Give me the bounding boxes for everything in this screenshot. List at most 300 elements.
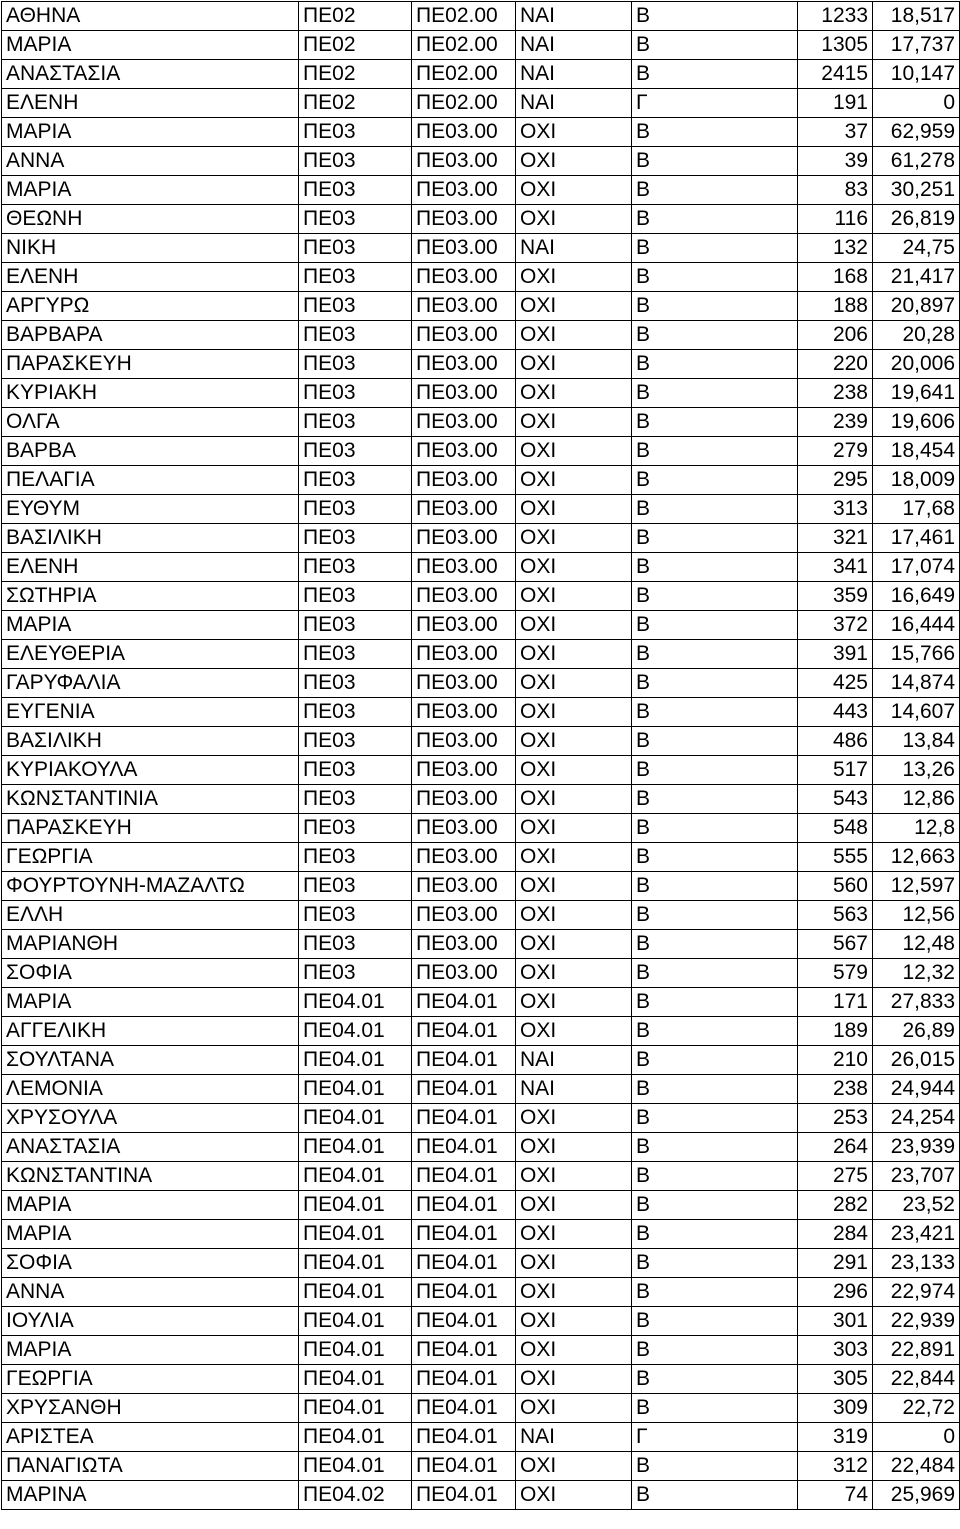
score-cell: 13,84 (873, 727, 960, 756)
score-cell: 23,421 (873, 1220, 960, 1249)
score-cell: 17,737 (873, 31, 960, 60)
assigned-specialty-cell: ΠΕ03.00 (412, 524, 516, 553)
assigned-specialty-cell: ΠΕ03.00 (412, 495, 516, 524)
specialty-cell: ΠΕ02 (299, 2, 412, 31)
assigned-specialty-cell: ΠΕ03.00 (412, 930, 516, 959)
score-cell: 16,444 (873, 611, 960, 640)
category-cell: Β (632, 1046, 798, 1075)
specialty-cell: ΠΕ03 (299, 205, 412, 234)
rank-cell: 2415 (798, 60, 873, 89)
table-row (2, 1046, 960, 1075)
flag-cell: ΟΧΙ (516, 466, 632, 495)
rank-cell: 295 (798, 466, 873, 495)
score-cell: 26,015 (873, 1046, 960, 1075)
name-cell: ΜΑΡΙΑΝΘΗ (2, 930, 299, 959)
rank-cell: 359 (798, 582, 873, 611)
name-cell: ΑΝΑΣΤΑΣΙΑ (2, 1133, 299, 1162)
specialty-cell: ΠΕ04.02 (299, 1481, 412, 1510)
assigned-specialty-cell: ΠΕ04.01 (412, 1104, 516, 1133)
name-cell: ΕΛΕΝΗ (2, 263, 299, 292)
table-row (2, 611, 960, 640)
rank-cell: 560 (798, 872, 873, 901)
flag-cell: ΟΧΙ (516, 176, 632, 205)
rank-cell: 443 (798, 698, 873, 727)
name-cell: ΚΥΡΙΑΚΗ (2, 379, 299, 408)
category-cell: Β (632, 553, 798, 582)
specialty-cell: ΠΕ03 (299, 263, 412, 292)
category-cell: Β (632, 1220, 798, 1249)
name-cell: ΓΕΩΡΓΙΑ (2, 843, 299, 872)
table-row (2, 930, 960, 959)
category-cell: Β (632, 147, 798, 176)
specialty-cell: ΠΕ03 (299, 292, 412, 321)
table-row (2, 872, 960, 901)
flag-cell: ΟΧΙ (516, 843, 632, 872)
table-row (2, 1133, 960, 1162)
flag-cell: ΝΑΙ (516, 1075, 632, 1104)
table-row (2, 2, 960, 31)
assigned-specialty-cell: ΠΕ03.00 (412, 727, 516, 756)
name-cell: ΓΕΩΡΓΙΑ (2, 1365, 299, 1394)
category-cell: Β (632, 1278, 798, 1307)
score-cell: 17,461 (873, 524, 960, 553)
table-row (2, 1162, 960, 1191)
flag-cell: ΟΧΙ (516, 1336, 632, 1365)
score-cell: 17,074 (873, 553, 960, 582)
name-cell: ΑΝΝΑ (2, 147, 299, 176)
name-cell: ΒΑΣΙΛΙΚΗ (2, 727, 299, 756)
category-cell: Β (632, 1336, 798, 1365)
category-cell: Β (632, 669, 798, 698)
category-cell: Β (632, 582, 798, 611)
score-cell: 18,454 (873, 437, 960, 466)
score-cell: 12,8 (873, 814, 960, 843)
rank-cell: 579 (798, 959, 873, 988)
specialty-cell: ΠΕ03 (299, 669, 412, 698)
specialty-cell: ΠΕ03 (299, 959, 412, 988)
assigned-specialty-cell: ΠΕ04.01 (412, 1249, 516, 1278)
flag-cell: ΟΧΙ (516, 263, 632, 292)
table-row (2, 785, 960, 814)
rank-cell: 210 (798, 1046, 873, 1075)
table-row (2, 321, 960, 350)
flag-cell: ΟΧΙ (516, 147, 632, 176)
category-cell: Β (632, 437, 798, 466)
assigned-specialty-cell: ΠΕ03.00 (412, 292, 516, 321)
specialty-cell: ΠΕ02 (299, 89, 412, 118)
flag-cell: ΟΧΙ (516, 321, 632, 350)
score-cell: 21,417 (873, 263, 960, 292)
score-cell: 24,254 (873, 1104, 960, 1133)
category-cell: Β (632, 205, 798, 234)
rank-cell: 321 (798, 524, 873, 553)
flag-cell: ΟΧΙ (516, 524, 632, 553)
specialty-cell: ΠΕ03 (299, 582, 412, 611)
name-cell: ΙΟΥΛΙΑ (2, 1307, 299, 1336)
score-cell: 0 (873, 1423, 960, 1452)
name-cell: ΚΩΝΣΤΑΝΤΙΝΙΑ (2, 785, 299, 814)
assigned-specialty-cell: ΠΕ04.01 (412, 1365, 516, 1394)
specialty-cell: ΠΕ04.01 (299, 1046, 412, 1075)
specialty-cell: ΠΕ03 (299, 785, 412, 814)
name-cell: ΠΑΝΑΓΙΩΤΑ (2, 1452, 299, 1481)
score-cell: 20,006 (873, 350, 960, 379)
table-row (2, 292, 960, 321)
rank-cell: 312 (798, 1452, 873, 1481)
flag-cell: ΝΑΙ (516, 89, 632, 118)
category-cell: Β (632, 785, 798, 814)
rank-cell: 168 (798, 263, 873, 292)
table-row (2, 466, 960, 495)
results-table (1, 1, 960, 1510)
rank-cell: 291 (798, 1249, 873, 1278)
flag-cell: ΟΧΙ (516, 756, 632, 785)
category-cell: Γ (632, 89, 798, 118)
score-cell: 12,597 (873, 872, 960, 901)
flag-cell: ΝΑΙ (516, 60, 632, 89)
category-cell: Γ (632, 1423, 798, 1452)
specialty-cell: ΠΕ04.01 (299, 1133, 412, 1162)
rank-cell: 206 (798, 321, 873, 350)
category-cell: Β (632, 495, 798, 524)
specialty-cell: ΠΕ03 (299, 379, 412, 408)
assigned-specialty-cell: ΠΕ04.01 (412, 988, 516, 1017)
rank-cell: 391 (798, 640, 873, 669)
category-cell: Β (632, 234, 798, 263)
flag-cell: ΝΑΙ (516, 1046, 632, 1075)
score-cell: 19,606 (873, 408, 960, 437)
assigned-specialty-cell: ΠΕ03.00 (412, 350, 516, 379)
table-row (2, 1452, 960, 1481)
table-row (2, 205, 960, 234)
rank-cell: 282 (798, 1191, 873, 1220)
assigned-specialty-cell: ΠΕ03.00 (412, 234, 516, 263)
assigned-specialty-cell: ΠΕ04.01 (412, 1133, 516, 1162)
rank-cell: 341 (798, 553, 873, 582)
category-cell: Β (632, 1133, 798, 1162)
table-row (2, 1307, 960, 1336)
flag-cell: ΟΧΙ (516, 727, 632, 756)
name-cell: ΑΡΓΥΡΩ (2, 292, 299, 321)
score-cell: 24,944 (873, 1075, 960, 1104)
assigned-specialty-cell: ΠΕ03.00 (412, 118, 516, 147)
flag-cell: ΟΧΙ (516, 814, 632, 843)
category-cell: Β (632, 1249, 798, 1278)
table-row (2, 1104, 960, 1133)
rank-cell: 303 (798, 1336, 873, 1365)
assigned-specialty-cell: ΠΕ04.01 (412, 1336, 516, 1365)
rank-cell: 39 (798, 147, 873, 176)
name-cell: ΣΩΤΗΡΙΑ (2, 582, 299, 611)
specialty-cell: ΠΕ04.01 (299, 1278, 412, 1307)
category-cell: Β (632, 1075, 798, 1104)
assigned-specialty-cell: ΠΕ03.00 (412, 901, 516, 930)
name-cell: ΜΑΡΙΝΑ (2, 1481, 299, 1510)
flag-cell: ΟΧΙ (516, 1017, 632, 1046)
table-row (2, 640, 960, 669)
score-cell: 24,75 (873, 234, 960, 263)
assigned-specialty-cell: ΠΕ04.01 (412, 1191, 516, 1220)
score-cell: 18,009 (873, 466, 960, 495)
specialty-cell: ΠΕ03 (299, 176, 412, 205)
assigned-specialty-cell: ΠΕ04.01 (412, 1423, 516, 1452)
name-cell: ΛΕΜΟΝΙΑ (2, 1075, 299, 1104)
assigned-specialty-cell: ΠΕ04.01 (412, 1394, 516, 1423)
specialty-cell: ΠΕ04.01 (299, 1452, 412, 1481)
name-cell: ΓΑΡΥΦΑΛΙΑ (2, 669, 299, 698)
table-row (2, 901, 960, 930)
specialty-cell: ΠΕ04.01 (299, 1423, 412, 1452)
flag-cell: ΟΧΙ (516, 1452, 632, 1481)
category-cell: Β (632, 843, 798, 872)
category-cell: Β (632, 466, 798, 495)
assigned-specialty-cell: ΠΕ03.00 (412, 437, 516, 466)
rank-cell: 555 (798, 843, 873, 872)
table-row (2, 263, 960, 292)
name-cell: ΘΕΩΝΗ (2, 205, 299, 234)
specialty-cell: ΠΕ03 (299, 611, 412, 640)
specialty-cell: ΠΕ03 (299, 843, 412, 872)
specialty-cell: ΠΕ04.01 (299, 1162, 412, 1191)
assigned-specialty-cell: ΠΕ04.01 (412, 1162, 516, 1191)
table-row (2, 1336, 960, 1365)
flag-cell: ΟΧΙ (516, 582, 632, 611)
score-cell: 12,56 (873, 901, 960, 930)
category-cell: Β (632, 31, 798, 60)
score-cell: 20,897 (873, 292, 960, 321)
rank-cell: 132 (798, 234, 873, 263)
table-row (2, 147, 960, 176)
name-cell: ΑΝΝΑ (2, 1278, 299, 1307)
specialty-cell: ΠΕ04.01 (299, 1365, 412, 1394)
specialty-cell: ΠΕ03 (299, 147, 412, 176)
name-cell: ΕΛΕΝΗ (2, 553, 299, 582)
specialty-cell: ΠΕ03 (299, 930, 412, 959)
assigned-specialty-cell: ΠΕ02.00 (412, 89, 516, 118)
flag-cell: ΟΧΙ (516, 1133, 632, 1162)
score-cell: 25,969 (873, 1481, 960, 1510)
rank-cell: 238 (798, 379, 873, 408)
specialty-cell: ΠΕ02 (299, 31, 412, 60)
score-cell: 15,766 (873, 640, 960, 669)
flag-cell: ΟΧΙ (516, 988, 632, 1017)
score-cell: 20,28 (873, 321, 960, 350)
assigned-specialty-cell: ΠΕ03.00 (412, 843, 516, 872)
category-cell: Β (632, 640, 798, 669)
assigned-specialty-cell: ΠΕ04.01 (412, 1220, 516, 1249)
specialty-cell: ΠΕ04.01 (299, 1017, 412, 1046)
name-cell: ΧΡΥΣΟΥΛΑ (2, 1104, 299, 1133)
flag-cell: ΟΧΙ (516, 640, 632, 669)
table-row (2, 379, 960, 408)
table-row (2, 234, 960, 263)
category-cell: Β (632, 814, 798, 843)
name-cell: ΣΟΥΛΤΑΝΑ (2, 1046, 299, 1075)
flag-cell: ΟΧΙ (516, 669, 632, 698)
table-row (2, 1481, 960, 1510)
table-body (2, 2, 960, 1510)
specialty-cell: ΠΕ02 (299, 60, 412, 89)
table-row (2, 176, 960, 205)
category-cell: Β (632, 176, 798, 205)
rank-cell: 83 (798, 176, 873, 205)
flag-cell: ΟΧΙ (516, 611, 632, 640)
assigned-specialty-cell: ΠΕ02.00 (412, 31, 516, 60)
rank-cell: 253 (798, 1104, 873, 1133)
name-cell: ΚΩΝΣΤΑΝΤΙΝΑ (2, 1162, 299, 1191)
rank-cell: 563 (798, 901, 873, 930)
specialty-cell: ΠΕ03 (299, 901, 412, 930)
category-cell: Β (632, 959, 798, 988)
rank-cell: 279 (798, 437, 873, 466)
flag-cell: ΟΧΙ (516, 785, 632, 814)
flag-cell: ΟΧΙ (516, 205, 632, 234)
category-cell: Β (632, 1191, 798, 1220)
name-cell: ΧΡΥΣΑΝΘΗ (2, 1394, 299, 1423)
assigned-specialty-cell: ΠΕ03.00 (412, 640, 516, 669)
table-row (2, 1191, 960, 1220)
assigned-specialty-cell: ΠΕ04.01 (412, 1017, 516, 1046)
flag-cell: ΟΧΙ (516, 1307, 632, 1336)
assigned-specialty-cell: ΠΕ03.00 (412, 814, 516, 843)
assigned-specialty-cell: ΠΕ04.01 (412, 1481, 516, 1510)
name-cell: ΜΑΡΙΑ (2, 31, 299, 60)
name-cell: ΠΕΛΑΓΙΑ (2, 466, 299, 495)
assigned-specialty-cell: ΠΕ03.00 (412, 263, 516, 292)
flag-cell: ΟΧΙ (516, 698, 632, 727)
specialty-cell: ΠΕ04.01 (299, 1191, 412, 1220)
specialty-cell: ΠΕ03 (299, 321, 412, 350)
rank-cell: 517 (798, 756, 873, 785)
rank-cell: 313 (798, 495, 873, 524)
score-cell: 23,707 (873, 1162, 960, 1191)
name-cell: ΜΑΡΙΑ (2, 988, 299, 1017)
score-cell: 26,89 (873, 1017, 960, 1046)
rank-cell: 239 (798, 408, 873, 437)
table-row (2, 669, 960, 698)
specialty-cell: ΠΕ04.01 (299, 1249, 412, 1278)
specialty-cell: ΠΕ03 (299, 872, 412, 901)
assigned-specialty-cell: ΠΕ03.00 (412, 147, 516, 176)
assigned-specialty-cell: ΠΕ02.00 (412, 2, 516, 31)
assigned-specialty-cell: ΠΕ03.00 (412, 321, 516, 350)
name-cell: ΒΑΣΙΛΙΚΗ (2, 524, 299, 553)
table-row (2, 814, 960, 843)
name-cell: ΑΝΑΣΤΑΣΙΑ (2, 60, 299, 89)
specialty-cell: ΠΕ03 (299, 466, 412, 495)
category-cell: Β (632, 1394, 798, 1423)
flag-cell: ΟΧΙ (516, 350, 632, 379)
category-cell: Β (632, 1017, 798, 1046)
flag-cell: ΟΧΙ (516, 1162, 632, 1191)
specialty-cell: ΠΕ03 (299, 118, 412, 147)
category-cell: Β (632, 2, 798, 31)
rank-cell: 548 (798, 814, 873, 843)
assigned-specialty-cell: ΠΕ03.00 (412, 959, 516, 988)
score-cell: 23,52 (873, 1191, 960, 1220)
score-cell: 26,819 (873, 205, 960, 234)
flag-cell: ΟΧΙ (516, 1220, 632, 1249)
category-cell: Β (632, 988, 798, 1017)
score-cell: 18,517 (873, 2, 960, 31)
flag-cell: ΟΧΙ (516, 872, 632, 901)
rank-cell: 305 (798, 1365, 873, 1394)
category-cell: Β (632, 1365, 798, 1394)
assigned-specialty-cell: ΠΕ03.00 (412, 176, 516, 205)
category-cell: Β (632, 1307, 798, 1336)
category-cell: Β (632, 872, 798, 901)
score-cell: 22,484 (873, 1452, 960, 1481)
name-cell: ΑΘΗΝΑ (2, 2, 299, 31)
flag-cell: ΝΑΙ (516, 31, 632, 60)
table-row (2, 1278, 960, 1307)
specialty-cell: ΠΕ04.01 (299, 1220, 412, 1249)
name-cell: ΜΑΡΙΑ (2, 176, 299, 205)
category-cell: Β (632, 292, 798, 321)
flag-cell: ΝΑΙ (516, 2, 632, 31)
table-row (2, 582, 960, 611)
flag-cell: ΟΧΙ (516, 495, 632, 524)
name-cell: ΜΑΡΙΑ (2, 611, 299, 640)
score-cell: 22,844 (873, 1365, 960, 1394)
specialty-cell: ΠΕ03 (299, 350, 412, 379)
table-row (2, 437, 960, 466)
table-row (2, 553, 960, 582)
rank-cell: 319 (798, 1423, 873, 1452)
name-cell: ΦΟΥΡΤΟΥΝΗ-ΜΑΖΑΛΤΩ (2, 872, 299, 901)
assigned-specialty-cell: ΠΕ03.00 (412, 379, 516, 408)
score-cell: 23,133 (873, 1249, 960, 1278)
flag-cell: ΟΧΙ (516, 118, 632, 147)
rank-cell: 191 (798, 89, 873, 118)
score-cell: 14,607 (873, 698, 960, 727)
score-cell: 10,147 (873, 60, 960, 89)
flag-cell: ΟΧΙ (516, 959, 632, 988)
category-cell: Β (632, 350, 798, 379)
assigned-specialty-cell: ΠΕ03.00 (412, 872, 516, 901)
specialty-cell: ΠΕ03 (299, 495, 412, 524)
score-cell: 14,874 (873, 669, 960, 698)
rank-cell: 1305 (798, 31, 873, 60)
score-cell: 16,649 (873, 582, 960, 611)
rank-cell: 275 (798, 1162, 873, 1191)
table-row (2, 1075, 960, 1104)
category-cell: Β (632, 901, 798, 930)
score-cell: 0 (873, 89, 960, 118)
rank-cell: 296 (798, 1278, 873, 1307)
score-cell: 17,68 (873, 495, 960, 524)
rank-cell: 567 (798, 930, 873, 959)
rank-cell: 486 (798, 727, 873, 756)
flag-cell: ΟΧΙ (516, 1104, 632, 1133)
specialty-cell: ΠΕ04.01 (299, 1394, 412, 1423)
category-cell: Β (632, 524, 798, 553)
name-cell: ΜΑΡΙΑ (2, 1336, 299, 1365)
assigned-specialty-cell: ΠΕ03.00 (412, 553, 516, 582)
specialty-cell: ΠΕ04.01 (299, 1104, 412, 1133)
flag-cell: ΟΧΙ (516, 1278, 632, 1307)
score-cell: 12,86 (873, 785, 960, 814)
specialty-cell: ΠΕ03 (299, 437, 412, 466)
category-cell: Β (632, 118, 798, 147)
score-cell: 22,891 (873, 1336, 960, 1365)
specialty-cell: ΠΕ03 (299, 640, 412, 669)
assigned-specialty-cell: ΠΕ04.01 (412, 1307, 516, 1336)
category-cell: Β (632, 60, 798, 89)
score-cell: 61,278 (873, 147, 960, 176)
flag-cell: ΟΧΙ (516, 1191, 632, 1220)
specialty-cell: ΠΕ03 (299, 408, 412, 437)
